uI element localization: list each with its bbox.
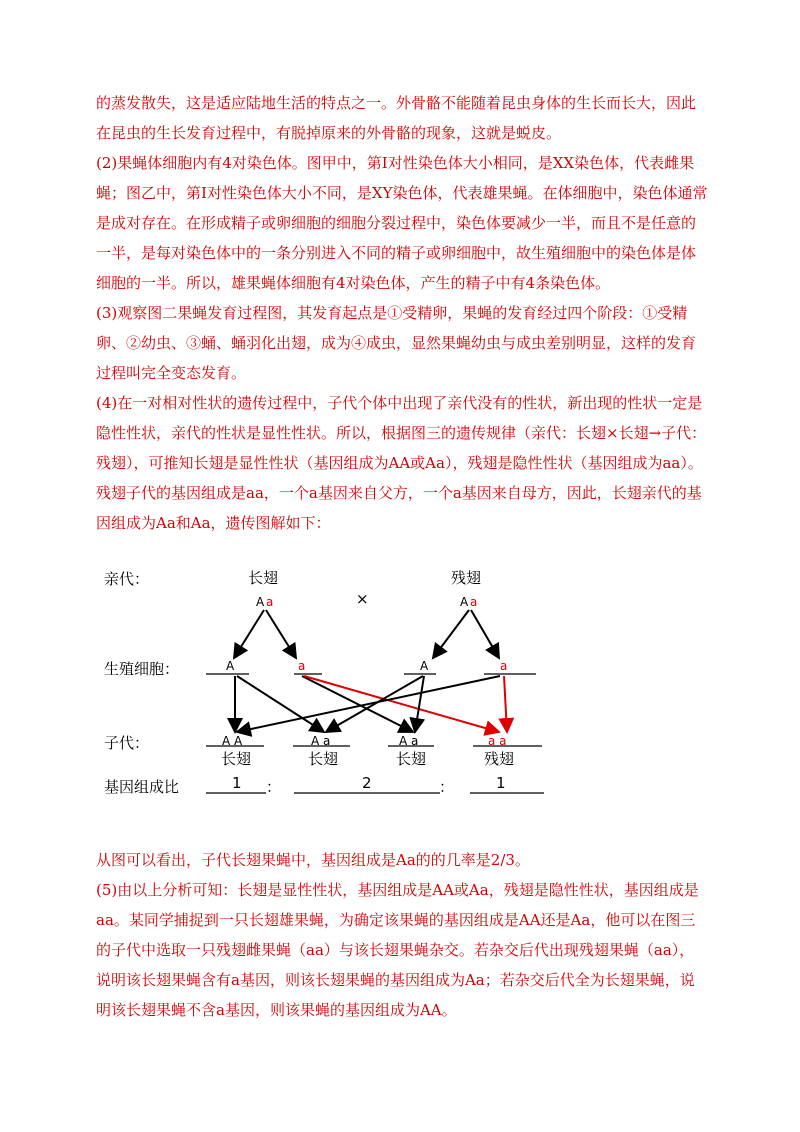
ratio-2: 2	[362, 774, 372, 792]
offspring-1-trait: 长翅	[221, 750, 252, 768]
parent-1-trait: 长翅	[248, 569, 279, 587]
offspring-3-genotype: A a	[399, 734, 419, 748]
paragraph-3: (3)观察图二果蝇发育过程图，其发育起点是①受精卵，果蝇的发育经过四个阶段：①受精卵、②幼虫、③蛹、蛹羽化出翅，成为④成虫，显然果蝇幼虫与成虫差别明显，这样的发育过程叫完全变态发育。	[96, 304, 697, 382]
ratio-sep-2: ：	[439, 778, 455, 796]
paragraph-4: (4)在一对相对性状的遗传过程中，子代个体中出现了亲代没有的性状，新出现的性状一定是隐性性状，亲代的性状是显性性状。所以，根据图三的遗传规律（亲代：长翅×长翅→子代：残翅），可推知长翅是显性性状（基因组成为AA或Aa），残翅是隐性性状（基因组成为aa）。残翅子代的基因组成是aa，一个a基因来自父方，一个a基因来自母方，因此，长翅亲代的基因组成为Aa和Aa，遗传图解如下：	[96, 394, 707, 532]
genetic-cross-diagram	[96, 560, 556, 805]
offspring-4-trait: 残翅	[484, 750, 515, 768]
parent-2-trait: 残翅	[451, 569, 482, 587]
parent-2-gene-rec: a	[470, 595, 478, 609]
gamete-2: a	[298, 659, 306, 673]
gamete-3: A	[420, 659, 429, 673]
label-gametes: 生殖细胞：	[104, 660, 180, 678]
offspring-4-genotype: a a	[488, 734, 507, 748]
offspring-2-genotype: A a	[311, 734, 331, 748]
label-offspring: 子代：	[104, 734, 150, 752]
gamete-4: a	[500, 659, 508, 673]
parent-1-gene-dom: A	[256, 595, 265, 609]
parent-1-gene-rec: a	[266, 595, 274, 609]
ratio-3: 1	[496, 774, 506, 792]
gamete-1: A	[226, 659, 235, 673]
paragraph-6: (5)由以上分析可知：长翅是显性性状，基因组成是AA或Aa，残翅是隐性性状，基因组成是aa。某同学捕捉到一只长翅雄果蝇，为确定该果蝇的基因组成是AA还是Aa，他可以在图三的子代中选取一只残翅雌果蝇（aa）与该长翅果蝇杂交。若杂交后代出现残翅果蝇（aa），说明该长翅果蝇含有a基因，则该长翅果蝇的基因组成为Aa；若杂交后代全为长翅果蝇，说明该长翅果蝇不含a基因，则该果蝇的基因组成为AA。	[96, 881, 699, 1019]
label-ratio: 基因组成比	[104, 778, 180, 796]
ratio-1: 1	[232, 774, 242, 792]
parent-2-gene-dom: A	[460, 595, 469, 609]
offspring-3-trait: 长翅	[396, 750, 427, 768]
paragraph-2: (2)果蝇体细胞内有4对染色体。图甲中，第Ⅰ对性染色体大小相同，是XX染色体，代表雌果蝇；图乙中，第Ⅰ对性染色体大小不同，是XY染色体，代表雄果蝇。在体细胞中，染色体通常是成对存在。在形成精子或卵细胞的细胞分裂过程中，染色体要减少一半，而且不是任意的一半，是每对染色体中的一条分别进入不同的精子或卵细胞中，故生殖细胞中的染色体是体细胞的一半。所以，雄果蝇体细胞有4对染色体，产生的精子中有4条染色体。	[96, 154, 708, 292]
offspring-1-genotype: A A	[222, 734, 243, 748]
label-parents: 亲代：	[104, 570, 150, 588]
paragraph-5: 从图可以看出，子代长翅果蝇中，基因组成是Aa的的几率是2/3。	[96, 851, 530, 869]
paragraph-1: 的蒸发散失，这是适应陆地生活的特点之一。外骨骼不能随着昆虫身体的生长而长大，因此在昆虫的生长发育过程中，有脱掉原来的外骨骼的现象，这就是蜕皮。	[96, 94, 697, 142]
offspring-2-trait: 长翅	[308, 750, 339, 768]
cross-symbol: ×	[356, 590, 369, 608]
ratio-sep-1: ：	[266, 778, 282, 796]
